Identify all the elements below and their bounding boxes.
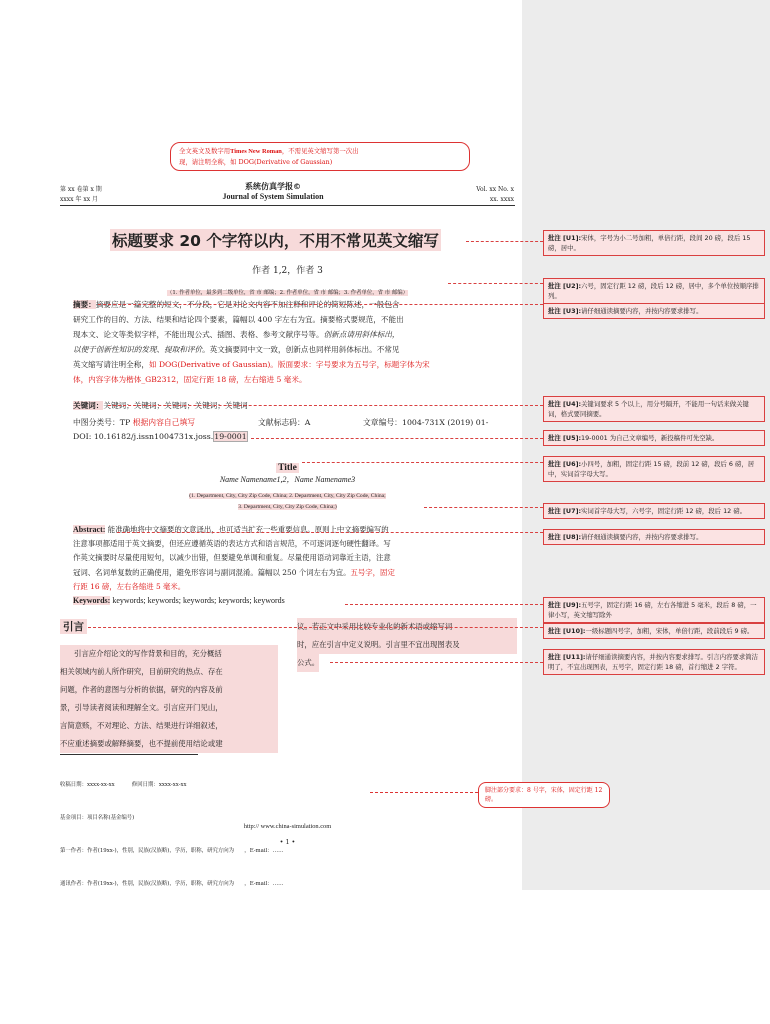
intro-line: 问题，作者的意图与分析的依据，研究的内容及前 [60, 681, 278, 699]
journal-name [200, 181, 346, 201]
received-date: 收稿日期：xxxx-xx-xx 修回日期：xxxx-xx-xx [60, 782, 187, 788]
innovation-text: 创新点请用斜体标出， [323, 330, 400, 339]
comment-u6[interactable] [543, 456, 765, 482]
affiliation: （1. 作者单位，最多到二级单位，省 市 邮编；2. 作者单位，省 市 邮编；3. 作者单位，省 市 邮编） [166, 290, 409, 296]
intro-line: 时，应在引言中定义说明。引言里不宜出现图表及 [297, 636, 517, 654]
comment-u10[interactable] [543, 623, 765, 639]
title-en-wrap [60, 455, 515, 474]
note-text: 全文英文及数字用 [179, 147, 231, 155]
note-text: ，不需见英文缩写第一次出 [281, 147, 359, 155]
title-en: Title [278, 463, 297, 473]
intro-left-column [60, 645, 278, 753]
comment-leader [98, 304, 543, 305]
issue-date: xxxx 年 xx 月 [60, 196, 99, 203]
comment-text: 关键词要求 5 个以上，用分号隔开，不能用一句话来做关键词，格式要同摘要。 [548, 400, 749, 418]
comment-text: 请仔细通读摘要内容，并按内容要求排写。 [581, 533, 703, 541]
comment-leader [117, 532, 543, 533]
comment-text: 五号字，固定行距 16 磅，左右各缩进 5 毫米，段后 8 磅，一律小写，英文缩写除外 [548, 601, 757, 619]
paper-title: 标题要求 20 个字符以内，不用不常见英文缩写 [110, 229, 441, 251]
comment-u1[interactable] [543, 230, 765, 256]
comment-u2[interactable] [543, 278, 765, 304]
intro-line: 景，引导读者阅读和理解全文。引言应开门见山， [60, 699, 278, 717]
abstract-en-text: 作英文摘要时尽量使用短句，以减少出错，但要避免单调和重复。尽量使用语动词靠近主语，注意 [73, 553, 391, 563]
journal-name-zh: 系统仿真学报© [245, 182, 301, 191]
clc-label: 中图分类号：TP [73, 418, 131, 427]
comment-label: 批注 [U3]: [548, 307, 582, 315]
article-number: 文章编号：1004-731X (2019) 01- [363, 418, 489, 427]
comment-leader [448, 283, 543, 284]
comment-label: 批注 [U11]: [548, 653, 586, 661]
volume-issue: 第 xx 卷第 x 期 [60, 186, 102, 193]
document-code: 文献标志码：A [258, 418, 311, 427]
abstract-text: 英文缩写请注明全称， [73, 360, 149, 369]
website-url: http:// www.china-simulation.com [243, 823, 332, 830]
comment-label: 批注 [U6]: [548, 460, 582, 468]
comment-label: 批注 [U7]: [548, 507, 582, 515]
footnote-note-leader [370, 792, 478, 793]
abstract-text: 研究工作的目的、方法、结果和结论四个要素，篇幅以 400 字左右为宜。摘要格式要规范，不能出 [73, 315, 404, 324]
abstract-text: 现本文、论文等类似字样，不能出现公式、插图、表格、参考文献序号等。 [73, 330, 324, 339]
volume-number: Vol. xx No. x [476, 186, 514, 193]
footnote-requirement-note: 脚注部分要求：8 号字，宋体，固定行距 12 磅。 [478, 782, 610, 808]
abstract-en-text: 能准确地将中文摘要的文意译出，也可适当扩充一些重要信息。原则上中文摘要编写的 [107, 525, 389, 534]
abstract-en [73, 523, 516, 608]
authors: 作者 1,2，作者 3 [252, 266, 323, 276]
abstract-text: 。英文摘要同中文一致，创新点也同样用斜体标出。不常见 [202, 345, 400, 354]
doi: DOI: 10.16182/j.issn1004731x.joss. [73, 432, 214, 441]
note-text: 现，请注明全称，如 DOG(Derivative of Gaussian) [179, 158, 333, 166]
comment-label: 批注 [U5]: [548, 434, 582, 442]
affiliation-en [60, 491, 515, 513]
comment-u11[interactable] [543, 649, 765, 675]
footnote-rule [60, 754, 198, 755]
comment-label: 批注 [U9]: [548, 601, 582, 609]
issue-info [60, 185, 102, 205]
comment-text: 请仔细通读摘要内容，并按内容要求排写。 [581, 307, 703, 315]
volume-info-en [440, 185, 514, 205]
comment-u3[interactable] [543, 303, 765, 319]
intro-line: 引言应介绍论文的写作背景和目的，充分概括 [60, 645, 278, 663]
comment-u8[interactable] [543, 529, 765, 545]
note-font-name: Times New Roman [230, 148, 282, 155]
comment-leader [108, 405, 543, 406]
comment-label: 批注 [U2]: [548, 282, 582, 290]
journal-name-en: Journal of System Simulation [222, 192, 324, 201]
abstract-text: 摘要应是一篇完整的短文，不分段，它是对论文内容不加注释和评论的简短陈述，一般包含 [95, 300, 400, 309]
format-note: 行距 16 磅，左右各缩进 5 毫米。 [73, 581, 186, 591]
keywords-en-text: keywords; keywords; keywords; keywords; keywords [112, 596, 285, 606]
abstract-en-label: Abstract: [73, 525, 106, 534]
comment-text: 六号，固定行距 12 磅，段后 12 磅，居中，多个单位按顺序排列。 [548, 282, 759, 300]
month-year: xx. xxxx [489, 196, 514, 203]
intro-line: 议。若正文中采用比较专业化的新术语或缩写词 [297, 618, 517, 636]
innovation-text: 以便于创新性知识的发现、提取和评价 [73, 345, 203, 354]
comment-text: 19-0001 为自己文章编号，新投稿件可先空缺。 [581, 434, 719, 442]
fund-info: 基金项目：项目名称(基金编号) [60, 815, 135, 821]
comment-leader [330, 662, 543, 663]
comment-leader [302, 462, 543, 463]
intro-line: 言简意赅，不对理论、方法、结果进行详细叙述， [60, 717, 278, 735]
abstract-en-text: 冠词、名词单复数的正确使用，避免形容词与副词混淆。篇幅以 250 个词左右为宜。 [73, 567, 351, 577]
header-rule [60, 205, 515, 206]
comment-label: 批注 [U8]: [548, 533, 582, 541]
comment-u7[interactable] [543, 503, 765, 519]
comment-text: 实词首字母大写，六号字，固定行距 12 磅，段后 12 磅。 [581, 507, 747, 515]
comment-label: 批注 [U1]: [548, 234, 582, 242]
comment-u4[interactable] [543, 396, 765, 422]
abstract-zh [73, 297, 516, 387]
page-number: • 1 • [279, 838, 296, 846]
comment-leader [345, 604, 543, 605]
doi-article-id: 19-0001 [214, 432, 247, 441]
abstract-label: 摘要： [73, 300, 96, 309]
first-author: 第一作者：作者(19xx-)，性别，民族(汉族略)，学历，职称，研究方向为 ，E-mail：…… [60, 848, 284, 854]
affiliation-en-line: 3. Department, City, City Zip Code, China;) [238, 504, 337, 510]
comment-leader [424, 507, 543, 508]
comment-u5[interactable] [543, 430, 765, 446]
comment-text: 小四号，加粗，固定行距 15 磅，段前 12 磅，段后 6 磅，居中，实词首字母大写。 [548, 460, 755, 478]
clc-note: 根据内容自己填写 [132, 418, 196, 427]
corresponding-author: 通讯作者：作者(19xx-)，性别，民族(汉族略)，学历，职称，研究方向为 ，E-mail：…… [60, 881, 284, 887]
comment-leader [88, 627, 543, 628]
comment-text: 宋体，字号为小二号加粗，单倍行距，段间 20 磅，段后 15 磅，居中。 [548, 234, 751, 252]
font-requirement-note [170, 142, 470, 171]
authors-en: Name Namename1,2，Name Namename3 [219, 475, 356, 484]
comment-text: 请仔细通读摘要内容，并按内容要求排写。引言内容要求简洁明了，不宜出现图表，五号字，固定行距 18 磅，首行缩进 2 字符。 [548, 653, 759, 671]
affiliation-wrap [60, 279, 515, 298]
affiliation-en-line: (1. Department, City, City Zip Code, China; 2. Department, City, City Zip Code, China; [189, 493, 386, 499]
comment-leader [251, 438, 543, 439]
format-note: 五号字，固定 [350, 567, 395, 577]
keywords-label: 关键词： [73, 401, 104, 410]
comment-leader [466, 241, 543, 242]
classification-info [73, 416, 516, 444]
format-note: 体，内容字体为楷体_GB2312，固定行距 18 磅，左右缩进 5 毫米。 [73, 375, 307, 384]
intro-line: 公式。 [297, 654, 319, 672]
format-note: 如 DOG(Derivative of Gaussian)。版面要求：字号要求为五号字，标题字体为宋 [148, 360, 430, 369]
comment-text: 一级标题四号字，加粗，宋体，单倍行距，段前段后 9 磅。 [585, 627, 754, 635]
keywords-text: 关键词；关键词；关键词；关键词；关键词 [103, 401, 248, 410]
keywords-en-label: Keywords: [73, 596, 111, 606]
comment-u9[interactable] [543, 597, 765, 623]
comment-label: 批注 [U4]: [548, 400, 582, 408]
intro-line: 相关领域内前人所作研究，目前研究的热点、存在 [60, 663, 278, 681]
intro-heading: 引言 [60, 619, 87, 634]
intro-line: 不应重述摘要或解释摘要，也不提前使用结论或建 [60, 735, 278, 753]
abstract-en-text: 注意事项都适用于英文摘要，但还应遵循英语的表达方式和语言规范，不可逐词逐句硬性翻译。写 [73, 539, 391, 549]
comment-label: 批注 [U10]: [548, 627, 586, 635]
